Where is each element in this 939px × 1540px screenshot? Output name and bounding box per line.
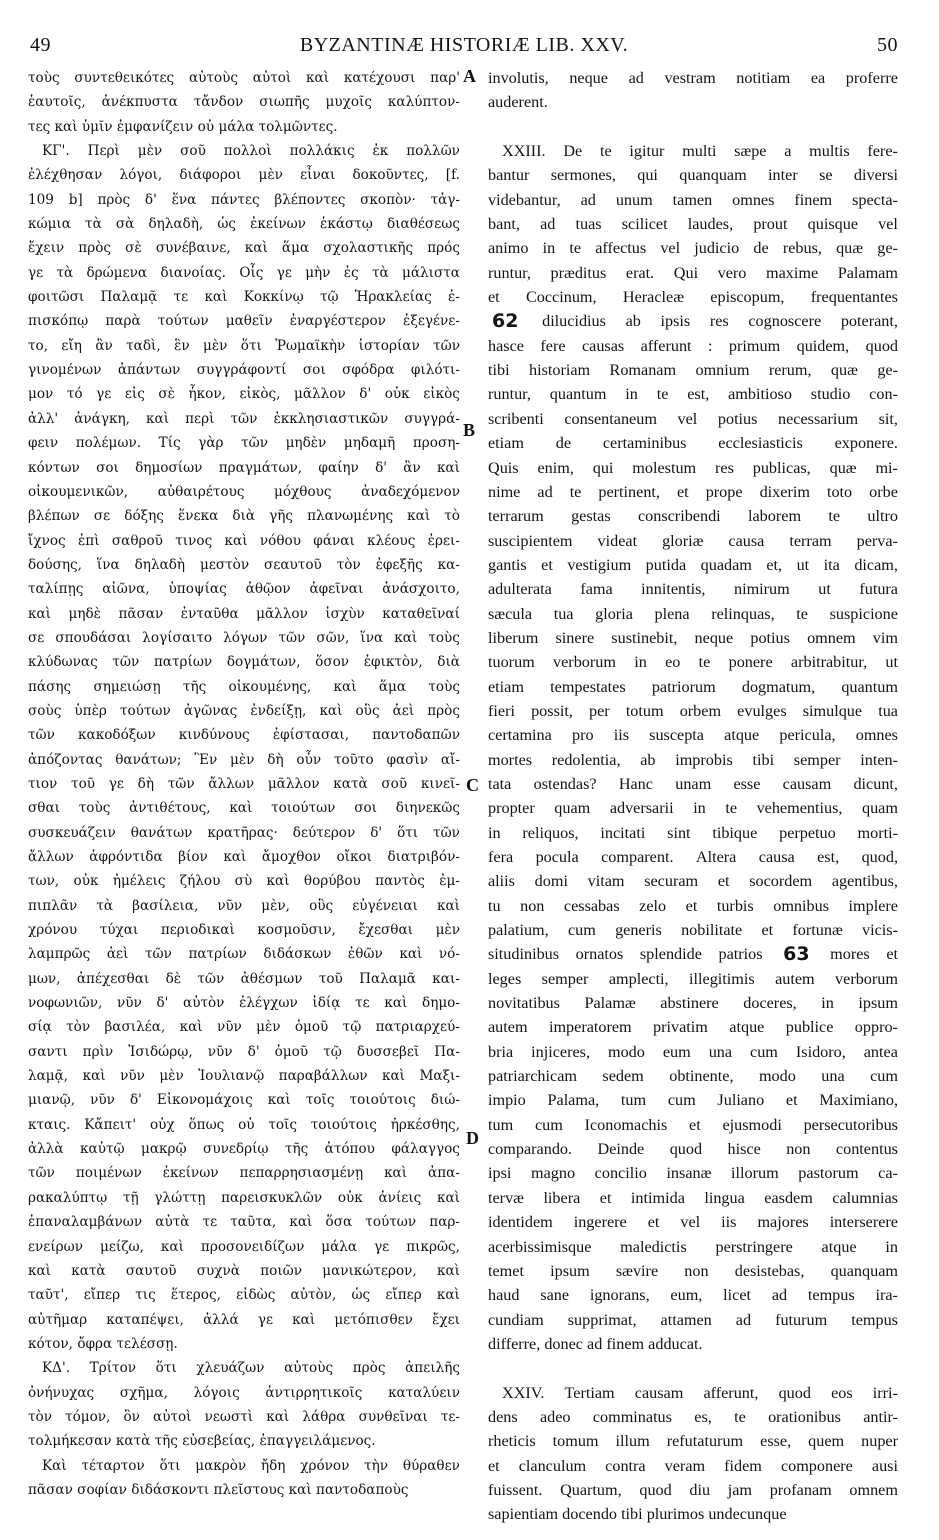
greek-text-line: κλύδωνας τῶν πατρίων δογμάτων, ὅσον ἐφικτὸν, διὰ — [28, 654, 460, 671]
greek-text-line: σε σπουδάσαι λογίσαιτο λόγων τῶν σῶν, ἵνα καὶ τοὺς — [28, 629, 460, 646]
latin-text-line: patriarchicam sedem obtinente, modo una cum — [488, 1067, 898, 1086]
latin-text-line: liberum sinere sustinebit, neque potius omnem vim — [488, 628, 898, 647]
greek-text-line: κότον, ὄφρα τελέσσῃ. — [28, 1335, 178, 1352]
greek-text-line: συσκευάζειν θανάτων κρατῆρας· δεύτερον δ' ὅτι τῶν — [28, 824, 460, 841]
greek-text-line: το, εἴη ἂν ταδὶ, ἓν μὲν ὅτι Ῥωμαϊκὴν ἱστορίαν τῶν — [28, 337, 460, 354]
section-marker-d: D — [466, 1128, 479, 1148]
latin-text-line: involutis, neque ad vestram notitiam ea proferre — [488, 69, 898, 87]
latin-text-line: etiam de certaminibus ecclesiasticis exponere. — [488, 434, 898, 453]
greek-text-line: χρόνου τύχαι περιοδικαὶ κοσμοῦσιν, ἔχεσθαι μὲν — [28, 922, 460, 939]
latin-text-line: et Coccinum, Heracleæ episcopum, frequentantes — [488, 288, 898, 307]
latin-text-line: 62 dilucidius ab ipsis res cognoscere poterant, — [492, 310, 898, 333]
latin-text-line: acerbissimisque maledictis perstringere atque in — [488, 1237, 898, 1256]
greek-text-line: φειν πολέμων. Τίς γὰρ τῶν μηδὲν μηδαμῆ προση- — [28, 435, 460, 452]
greek-text-line: αὐτῆμαρ καταπέψει, ἀλλά γε καὶ μετόπισθεν ἔχει — [28, 1311, 460, 1328]
running-title: BYZANTINÆ HISTORIÆ LIB. XXV. — [299, 34, 629, 56]
latin-text-line: autem imperatorem privatim atque publice oppro- — [488, 1018, 898, 1037]
latin-text-line: fera pocula comparent. Altera causa est, quod, — [488, 848, 898, 866]
latin-text-line: bantur sermones, qui quanquam inter se diversi — [488, 166, 898, 185]
latin-text-line: bria injiceres, modo eum una cum Isidoro, antea — [488, 1042, 898, 1061]
greek-text-line: ἐπαναλαμβάνων αὐτὰ τε ταῦτα, καὶ ὅσα τούτων παρ- — [28, 1214, 460, 1231]
greek-text-line: κώμια τὰ σὰ δηλαδὴ, ὡς ἐκείνων ἑκάστῳ διαθέσεως — [28, 216, 460, 233]
greek-text-line: πισκόπῳ παρὰ τούτων μαθεῖν ἐναργέστερον ἐξεγένε- — [28, 313, 460, 330]
greek-text-line: μον τό γε εἰς σὲ ἧκον, εἰκὸς, μᾶλλον δ' οὐκ εἰκὸς — [28, 386, 460, 403]
latin-text-line: runtur, præditus erat. Qui vero maxime Palamam — [488, 263, 898, 282]
greek-text-line: λαμᾷ, καὶ νῦν μὲν Ἰουλιανῷ παραβάλλων καὶ Μαξι- — [28, 1068, 460, 1085]
section-marker-b: B — [463, 420, 476, 440]
latin-text-line: gantis et vestigium putida quadam et, ut ita dicam, — [488, 555, 898, 574]
greek-text-line: ΚΓ'. Περὶ μὲν σοῦ πολλοὶ πολλάκις ἐκ πολλῶν — [42, 143, 460, 160]
latin-text-line: mortes redolentia, ab improbis tibi semper inten- — [488, 750, 898, 769]
greek-text-line: φοιτῶσι Παλαμᾷ τε καὶ Κοκκίνῳ τῷ Ἡρακλείας ἐ- — [28, 289, 460, 306]
latin-text-line: bant, ad tuas scilicet laudes, prout quisque vel — [488, 215, 898, 234]
latin-text-line: fuissent. Quartum, quod diu jam profanam omnem — [488, 1480, 898, 1499]
latin-text-line: adulterata fama innitentis, nimirum ut futura — [488, 580, 898, 599]
greek-text-line: τες καὶ ὑμῖν ἐμφανίζειν οὐ μάλα τολμῶντες. — [28, 118, 338, 135]
greek-text-line: τὸν τόμον, ὃν αὐτοὶ νεωστὶ καὶ λάθρα συνθεῖναι τε- — [28, 1408, 460, 1425]
greek-text-line: πάσης σημειώσῃ τῆς οἰκουμένης, καὶ ἅμα τοὺς — [28, 678, 460, 695]
greek-text-line: ἴχνος ἐπὶ σαθροῦ τινος καὶ νόθου φάναι κλέους ἐρει- — [28, 532, 460, 549]
greek-text-line: σοὺς ὑπὲρ τούτων ἀγῶνας ἐνδείξῃ, καὶ οὓς ἀεὶ πρὸς — [28, 702, 460, 719]
greek-text-line: σθαι τοὺς ἀντιθέτους, καὶ τοιούτων σοι διηνεκῶς — [28, 800, 460, 817]
greek-text-line: ΚΔ'. Τρίτον ὅτι χλευάζων αὐτοὺς πρὸς ἀπειλῆς — [42, 1360, 460, 1377]
latin-text-line: runtur, quantum in te est, ambitioso studio con- — [488, 385, 898, 404]
latin-text-line: suscipientem videat gloriæ causa terram perva- — [488, 531, 898, 550]
latin-text-line: aliis domi vitam securam et socordem agentibus, — [488, 872, 898, 891]
greek-text-line: οἰκουμενικῶν, αὐθαιρέτους μόχθους ἀναδεχόμενον — [28, 483, 460, 500]
latin-text-line: tu non cessabas zelo et turbis omnibus implere — [488, 896, 898, 915]
latin-text-line: identidem ingerere et vel iis majores interserere — [488, 1213, 898, 1232]
greek-text-line: ὀνήνυχας σχῆμα, λόγοις ἀντιρρητικοῖς καταλύειν — [28, 1384, 460, 1401]
page-number-right: 50 — [877, 34, 898, 56]
section-marker-a: A — [463, 66, 476, 86]
greek-text-line: των, οὐκ ἠμέλεις ζήλου σὺ καὶ θορύβου παντὸς ἐμ- — [28, 873, 460, 890]
greek-text-line: σίᾳ τὸν βασιλέα, καὶ νῦν μὲν ὁμοῦ τῷ πατριαρχεύ- — [28, 1019, 460, 1036]
latin-text-line: tum cum Iconomachis et ejusmodi persecutoribus — [488, 1115, 898, 1134]
section-marker-c: C — [466, 775, 479, 795]
greek-text-line: τῶν ποιμένων ἐκείνων πεπαρρησιασμένῃ καὶ ἀπα- — [28, 1165, 460, 1182]
latin-text-line: situdinibus ornatos splendide patrios 63 mores et — [488, 943, 898, 966]
greek-text-line: ἔχειν πρὸς σὲ συνέβαινε, καὶ ἅμα σχολαστικῆς πρός — [28, 240, 460, 257]
greek-text-line: πᾶσαν σοφίαν διδάσκοντι πλεῖστους καὶ παντοδαποὺς — [28, 1481, 409, 1498]
greek-text-line: μιανῷ, νῦν δ' Εἰκονομάχοις καὶ τοῖς τοιούτοις διώ- — [28, 1092, 460, 1109]
greek-text-line: νοφωνιῶν, νῦν δ' αὐτὸν ἐλέγχων ἰδίᾳ τε καὶ δημο- — [28, 995, 460, 1012]
greek-text-line: λαμπρῶς ἀεὶ τῶν πατρίων διδάσκων ἐθῶν καὶ νό- — [28, 946, 460, 963]
latin-text-line: temet ipsum sævire non desistebas, quanquam — [488, 1261, 898, 1280]
latin-text-line — [488, 1356, 898, 1380]
greek-text-line: καὶ κατὰ σαυτοῦ συχνὰ ποιῶν μανικώτερον, καὶ — [28, 1262, 460, 1279]
page-number-left: 49 — [30, 34, 51, 56]
latin-text-line: dens adeo comminatus es, te orationibus antir- — [488, 1407, 898, 1426]
latin-text-line: haud sane ignorans, eum, licet ad tempus ira- — [488, 1286, 898, 1305]
greek-text-line: ρακαλύπτῳ τῇ γλώττῃ παρεισκυκλῶν οὐκ ἀνίεις καὶ — [28, 1189, 460, 1206]
greek-text-line: 109 b] πρὸς δ' ἕνα πάντες βλέποντες σκοπὸν· τἀγ- — [28, 191, 460, 208]
latin-text-line: scribenti consentaneum vel potius necessarium sit, — [488, 409, 898, 428]
latin-text-line: impio Palama, tum cum Juliano et Maximiano, — [488, 1091, 898, 1110]
latin-text-column — [488, 66, 898, 1527]
greek-text-line: πιπλᾶν τὰ βασίλεια, νῦν μὲν, οὓς εὐγένειαι καὶ — [28, 897, 460, 914]
greek-text-line: ἄλλων ἀφρόντιδα βίον καὶ ἄμοχθον οἴκοι διατριβόν- — [28, 849, 460, 865]
latin-text-line: XXIV. Tertiam causam afferunt, quod eos irri- — [502, 1383, 898, 1402]
greek-text-line: σαντι πρὶν Ἰσιδώρῳ, νῦν δ' ὁμοῦ τῷ δυσσεβεῖ Πα- — [28, 1043, 460, 1060]
latin-text-line: tervæ libera et intimida lingua easdem calumnias — [488, 1188, 898, 1207]
latin-text-line: rheticis tomum illum refutaturum esse, quem nuper — [488, 1432, 898, 1451]
latin-text-line: fieri possit, per totum orbem evulges simulque tua — [488, 701, 898, 720]
latin-text-line: palatium, cum generis nobilitate et fortunæ vicis- — [488, 921, 898, 940]
latin-text-line: tibi historiam Romanam omnium rerum, quæ ge- — [488, 361, 898, 380]
latin-text-line: hasce fere causas afferunt : primum quidem, quod — [488, 336, 898, 355]
greek-text-line: δούσης, ἵνα δηλαδὴ μεστὸν σεαυτοῦ τὸν ἐφεξῆς κα- — [28, 556, 460, 573]
greek-text-line: καὶ μηδὲ πᾶσαν ἐνταῦθα μᾶλλον ἰσχὺν καταθεῖναί — [28, 605, 460, 622]
greek-text-line: γε τὰ δρώμενα διανοίας. Οἷς γε μὴν ἐς τὰ μάλιστα — [28, 264, 460, 281]
latin-text-line: sapientiam docendo tibi plurimos undecunque — [488, 1505, 787, 1524]
latin-text-line: auderent. — [488, 93, 548, 112]
latin-text-line: sæcula tua gloria plena relinquas, te suspicione — [488, 604, 898, 623]
greek-text-line: μων, ἀπέχεσθαι δὲ τῶν ἀθέσμων τοῦ Παλαμᾶ και- — [28, 970, 460, 987]
greek-text-line: τολμήκεσαν κατὰ τῆς εὐσεβείας, ἐπαγγειλάμενος. — [28, 1433, 376, 1450]
greek-text-line: κόντων σοι δημοσίων πραγμάτων, φαίην δ' ἂν καὶ — [28, 459, 460, 476]
greek-text-line: τῶν κακοδόξων κινδύνους ἐφίστασαι, παντοδαπῶν — [28, 727, 460, 744]
greek-text-line: ἀλλ' ἀνάγκη, καὶ περὶ τῶν ἐκκλησιαστικῶν συγγρά- — [28, 410, 460, 427]
latin-text-line: leges semper amplecti, illegitimis autem verborum — [488, 969, 898, 988]
greek-text-line: βλέπων σε δόξης ἕνεκα διὰ γῆς πλανωμένης καὶ τὸ — [28, 508, 460, 525]
greek-text-line: κταις. Κἄπειτ' οὐχ ὅπως οὐ τοῖς τοιούτοις ἠρκέσθης, — [28, 1116, 460, 1133]
greek-text-line: γινομένων ἁπάντων συγγράφοντί σοι σφόδρα φιλότι- — [28, 362, 460, 379]
running-header — [30, 34, 898, 64]
latin-text-line: ipsi magno concilio insanæ illorum pastorum ca- — [488, 1164, 898, 1183]
latin-text-line: cundiam supprimat, attamen ad futurum tempus — [488, 1310, 898, 1329]
latin-text-line: videbantur, ad unum tamen omnes finem specta- — [488, 190, 898, 209]
latin-text-line: XXIII. De te igitur multi sæpe a multis fere- — [502, 142, 898, 161]
latin-text-line: comparando. Deinde quod hisce non contentus — [488, 1140, 898, 1159]
greek-text-line: Καὶ τέταρτον ὅτι μακρὸν ἤδη χρόνον τὴν θύραθεν — [42, 1457, 460, 1474]
greek-text-line: τοὺς συντεθεικότες αὐτοὺς αὐτοὶ καὶ κατέχουσι παρ' — [28, 70, 460, 86]
greek-text-line: ταλίπῃς αἰῶνα, ὑποψίας ἀθῷον ἀφεῖναι ἀνάσχοιτο, — [28, 581, 460, 598]
greek-text-line: τιον τοῦ γε δὴ τῶν ἄλλων μᾶλλον κατὰ σοῦ κινεῖ- — [28, 775, 460, 792]
latin-text-line: animo in te affectus vel judicio de rebus, quæ ge- — [488, 239, 898, 258]
latin-text-line — [488, 115, 898, 139]
greek-text-line: ἀλλὰ καὐτῷ μακρῷ συνεδρίῳ τῆς ἀτόπου φάλαγγος — [28, 1141, 460, 1158]
latin-text-line: tata ostendas? Hanc unam esse causam dicunt, — [488, 774, 898, 793]
latin-text-line: terrarum gestas conscribendi laborem te ultro — [488, 507, 898, 526]
latin-text-line: certamina pro iis suscepta atque pericula, omnes — [488, 726, 898, 745]
greek-text-line: ταῦτ', εἴπερ τις ἕτερος, εἰδὼς αὐτὸν, ὡς εἴπερ καὶ — [28, 1287, 460, 1304]
greek-text-line: ἀπόζοντας θανάτων; Ἓν μὲν δὴ οὖν τοῦτο φασὶν αἴ- — [28, 751, 460, 768]
greek-text-line: ἑαυτοῖς, ἀνέκπυστα τἄνδον σιωπῆς μυχοῖς καλύπτον- — [28, 94, 460, 111]
latin-text-line: et clanculum contra veram fidem componere ausi — [488, 1456, 898, 1475]
latin-text-line: Quis enim, qui molestum res publicas, quæ mi- — [488, 458, 898, 477]
latin-text-line: tuorum verborum in eo te ponere arbitrabitur, ut — [488, 653, 898, 672]
latin-text-line: novitatibus Palamæ abstinere doceres, in ipsum — [488, 994, 898, 1013]
latin-text-line: in reliquos, incitati sint tibique perpetuo morti- — [488, 823, 898, 842]
latin-text-line: propter quam adversarii in te vehementius, quam — [488, 799, 898, 818]
latin-text-line: differre, donec ad finem adducat. — [488, 1334, 703, 1353]
greek-text-line: ἐλέχθησαν λόγοι, διάφοροι μὲν εἶναι δοκοῦντες, [f. — [28, 167, 460, 184]
latin-text-line: etiam tempestates patriorum dogmatum, quantum — [488, 677, 898, 696]
greek-text-line: ενείρων μείζω, καὶ προσονειδίζων μάλα γε πικρῶς, — [28, 1238, 460, 1255]
greek-text-column — [28, 66, 460, 1502]
latin-text-line: nime ad te pertinent, et prope dixerim toto orbe — [488, 482, 898, 501]
